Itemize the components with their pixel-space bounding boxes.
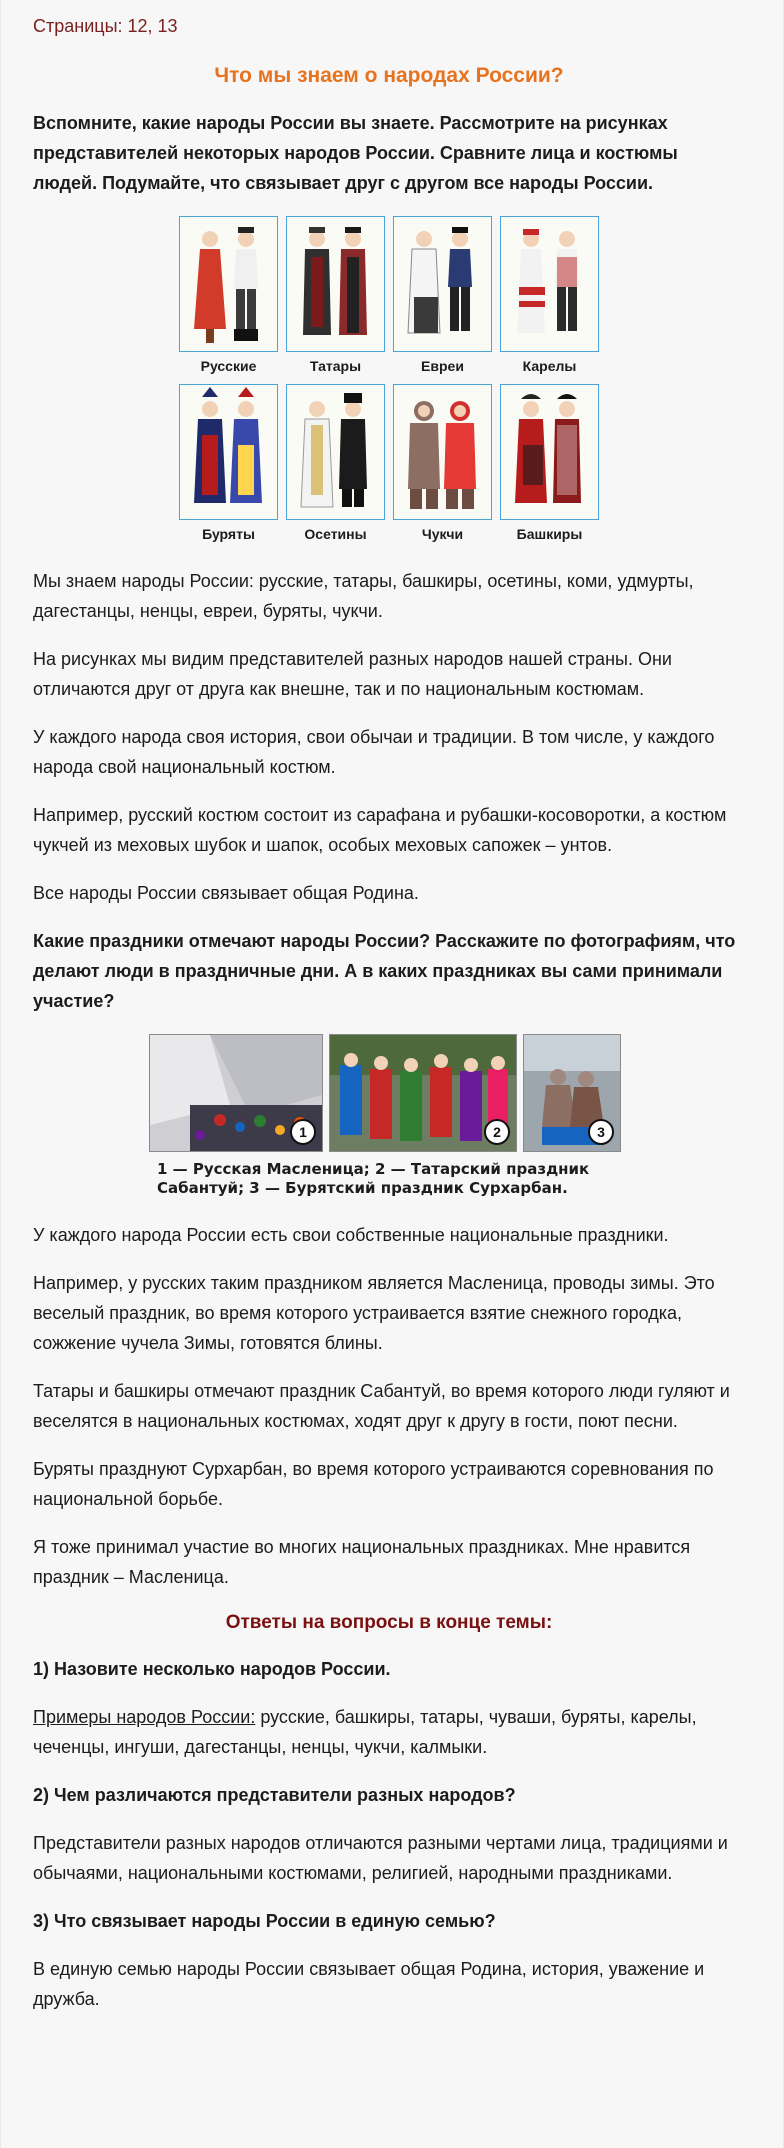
figure-row-1	[179, 216, 599, 376]
people-caption: Евреи	[421, 358, 464, 374]
photo-maslenitsa	[149, 1034, 323, 1152]
costume-illustration	[286, 384, 385, 520]
end-answer-3: В единую семью народы России связывает общая Родина, история, уважение и дружба.	[33, 1959, 705, 2009]
peoples-costumes-figure	[179, 216, 599, 544]
page-title: Что мы знаем о народах России?	[214, 64, 564, 87]
photo-number-3: 3	[588, 1119, 614, 1145]
people-card-tatars	[286, 216, 385, 376]
answer-paragraph: Татары и башкиры отмечают праздник Сабантуй, во время которого люди гуляют и веселятся в национальных костюмах, ходят друг к другу в гости, поют песни.	[33, 1381, 730, 1431]
people-caption: Осетины	[304, 526, 367, 542]
answer-paragraph: У каждого народа России есть свои собственные национальные праздники.	[33, 1225, 669, 1245]
question-2: Какие праздники отмечают народы России? Расскажите по фотографиям, что делают люди в праздничные дни. А в каких праздниках вы сами принимали участие?	[33, 931, 736, 1011]
end-question-1: 1) Назовите несколько народов России.	[33, 1659, 391, 1679]
costume-illustration	[393, 216, 492, 352]
photo-surkharban	[523, 1034, 621, 1152]
end-answer-1	[33, 1702, 745, 1762]
answer-paragraph: Буряты празднуют Сурхарбан, во время которого устраиваются соревнования по национальной борьбе.	[33, 1459, 714, 1509]
holiday-photos	[149, 1034, 629, 1152]
answer-paragraph: Например, у русских таким праздником является Масленица, проводы зимы. Это веселый праздник, во время которого устраивается взятие снежного городка, сожжение чучела Зимы, готовятся блины.	[33, 1273, 715, 1353]
costume-illustration	[179, 384, 278, 520]
answer-paragraph: Я тоже принимал участие во многих национальных праздниках. Мне нравится праздник – Масленица.	[33, 1537, 691, 1587]
people-caption: Чукчи	[421, 526, 464, 542]
end-question-3: 3) Что связывает народы России в единую семью?	[33, 1911, 496, 1931]
costume-illustration	[179, 216, 278, 352]
costume-illustration	[286, 216, 385, 352]
holidays-figure	[149, 1034, 629, 1198]
end-question-2: 2) Чем различаются представители разных народов?	[33, 1785, 516, 1805]
answer-paragraph: Мы знаем народы России: русские, татары, башкиры, осетины, коми, удмурты, дагестанцы, ненцы, евреи, буряты, чукчи.	[33, 571, 694, 621]
people-card-chukchi	[393, 384, 492, 544]
end-section-title: Ответы на вопросы в конце темы:	[225, 1612, 553, 1633]
intro-question: Вспомните, какие народы России вы знаете. Рассмотрите на рисунках представителей некоторых народов России. Сравните лица и костюмы людей. Подумайте, что связывает друг с другом все народы России.	[33, 113, 678, 193]
people-caption: Башкиры	[516, 526, 583, 542]
people-caption: Татары	[309, 358, 362, 374]
answer-paragraph: Все народы России связывает общая Родина.	[33, 883, 419, 903]
end-answer-1-label: Примеры народов России:	[33, 1707, 256, 1727]
people-card-ossetians	[286, 384, 385, 544]
answer-paragraph: У каждого народа своя история, свои обычаи и традиции. В том числе, у каждого народа свой национальный костюм.	[33, 727, 715, 777]
people-card-buryats	[179, 384, 278, 544]
people-caption: Буряты	[202, 526, 255, 542]
photo-sabantuy	[329, 1034, 517, 1152]
answer-paragraph: Например, русский костюм состоит из сарафана и рубашки-косоворотки, а костюм чукчей из меховых шубок и шапок, особых меховых сапожек – унтов.	[33, 805, 727, 855]
people-caption: Карелы	[522, 358, 577, 374]
people-caption: Русские	[200, 358, 257, 374]
people-card-russians	[179, 216, 278, 376]
photo-number-2: 2	[484, 1119, 510, 1145]
people-card-bashkirs	[500, 384, 599, 544]
photo-number-1: 1	[290, 1119, 316, 1145]
costume-illustration	[500, 216, 599, 352]
people-card-karelians	[500, 216, 599, 376]
answer-paragraph: На рисунках мы видим представителей разных народов нашей страны. Они отличаются друг от друга как внешне, так и по национальным костюмам.	[33, 649, 672, 699]
costume-illustration	[500, 384, 599, 520]
holidays-caption: 1 — Русская Масленица; 2 — Татарский праздник Сабантуй; 3 — Бурятский праздник Сурхарбан.	[157, 1160, 590, 1197]
people-card-jews	[393, 216, 492, 376]
end-answer-1-text: русские, башкиры, татары, чуваши, буряты, карелы, чеченцы, ингуши, дагестанцы, ненцы, чукчи, калмыки.	[33, 1707, 697, 1757]
end-answer-2: Представители разных народов отличаются разными чертами лица, традициями и обычаями, национальными костюмами, религией, народными праздниками.	[33, 1833, 728, 1883]
costume-illustration	[393, 384, 492, 520]
figure-row-2	[179, 384, 599, 544]
pages-line: Страницы: 12, 13	[33, 16, 178, 36]
